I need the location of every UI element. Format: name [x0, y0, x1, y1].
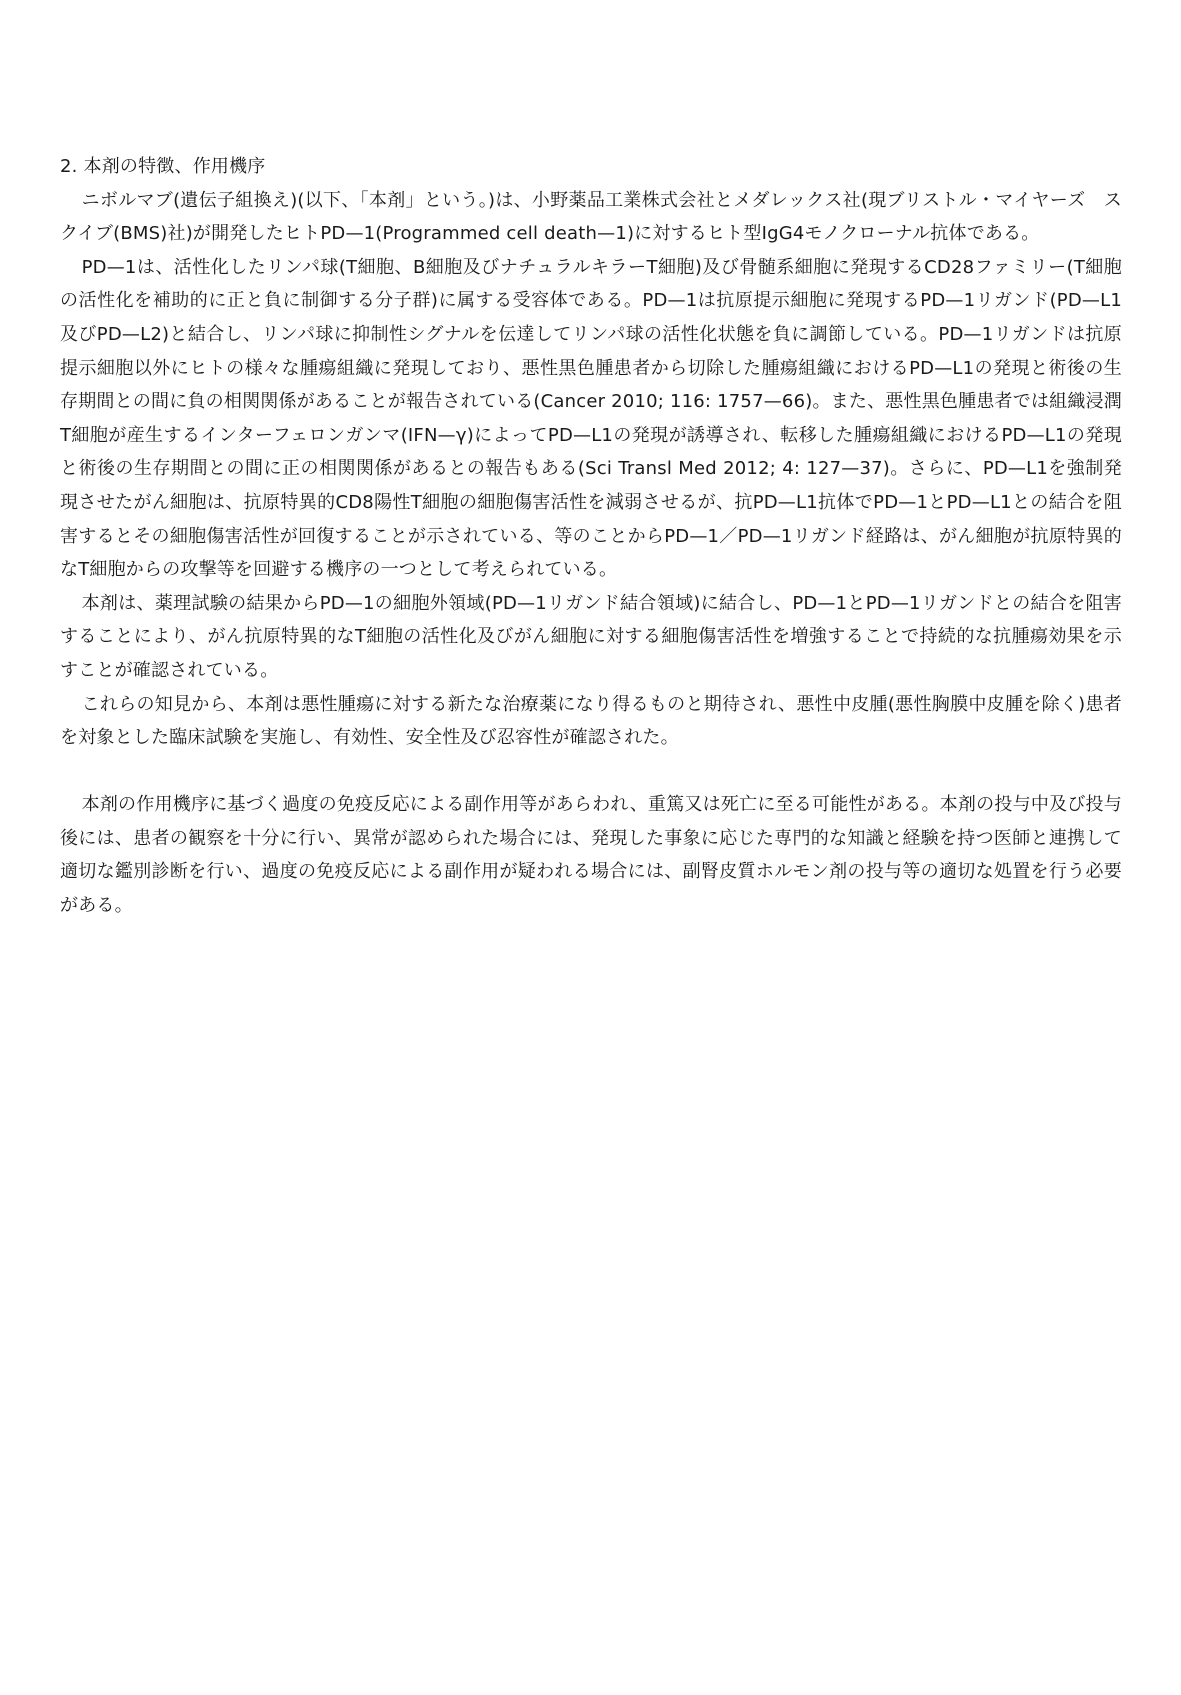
paragraph-pd1-mechanism: PD—1は、活性化したリンパ球(T細胞、B細胞及びナチュラルキラーT細胞)及び骨髄系細胞に発現するCD28ファミリー(T細胞の活性化を補助的に正と負に制御する分子群)に属する受容体である。PD—1は抗原提示細胞に発現するPD—1リガンド(PD—L1及びPD—L2)と結合し、リンパ球に抑制性シグナルを伝達してリンパ球の活性化状態を負に調節している。PD—1リガンドは抗原提示細胞以外にヒトの様々な腫瘍組織に発現しており、悪性黒色腫患者から切除した腫瘍組織におけるPD—L1の発現と術後の生存期間との間に負の相関関係があることが報告されている(Cancer 2010; 116: 1757—66)。また、悪性黒色腫患者では組織浸潤T細胞が産生するインターフェロンガンマ(IFN—γ)によってPD—L1の発現が誘導され、転移した腫瘍組織におけるPD—L1の発現と術後の生存期間との間に正の相関関係があるとの報告もある(Sci Transl Med 2012; 4: 127—37)。さらに、PD—L1を強制発現させたがん細胞は、抗原特異的CD8陽性T細胞の細胞傷害活性を減弱させるが、抗PD—L1抗体でPD—1とPD—L1との結合を阻害するとその細胞傷害活性が回復することが示されている、等のことからPD—1／PD—1リガンド経路は、がん細胞が抗原特異的なT細胞からの攻撃等を回避する機序の一つとして考えられている。 — [60, 256, 1122, 581]
paragraph-overview: ニボルマブ(遺伝子組換え)(以下、「本剤」という。)は、小野薬品工業株式会社とメダレックス社(現ブリストル・マイヤーズ スクイブ(BMS)社)が開発したヒトPD—1(Programmed cell death—1)に対するヒト型IgG4モノクローナル抗体である。 — [60, 189, 1122, 245]
paragraph-clinical-expectation: これらの知見から、本剤は悪性腫瘍に対する新たな治療薬になり得るものと期待され、悪性中皮腫(悪性胸膜中皮腫を除く)患者を対象とした臨床試験を実施し、有効性、安全性及び忍容性が確認された。 — [60, 693, 1123, 749]
paragraph-spacer — [60, 755, 1122, 789]
section-heading: 2. 本剤の特徴、作用機序 — [60, 156, 266, 177]
paragraph-immune-warning: 本剤の作用機序に基づく過度の免疫反応による副作用等があらわれ、重篤又は死亡に至る可能性がある。本剤の投与中及び投与後には、患者の観察を十分に行い、異常が認められた場合には、発現した事象に応じた専門的な知識と経験を持つ医師と連携して適切な鑑別診断を行い、過度の免疫反応による副作用が疑われる場合には、副腎皮質ホルモン剤の投与等の適切な処置を行う必要がある。 — [60, 794, 1122, 917]
paragraph-pharmacology: 本剤は、薬理試験の結果からPD—1の細胞外領域(PD—1リガンド結合領域)に結合し、PD—1とPD—1リガンドとの結合を阻害することにより、がん抗原特異的なT細胞の活性化及びがん細胞に対する細胞傷害活性を増強することで持続的な抗腫瘍効果を示すことが確認されている。 — [60, 592, 1122, 681]
document-page — [60, 150, 1122, 923]
